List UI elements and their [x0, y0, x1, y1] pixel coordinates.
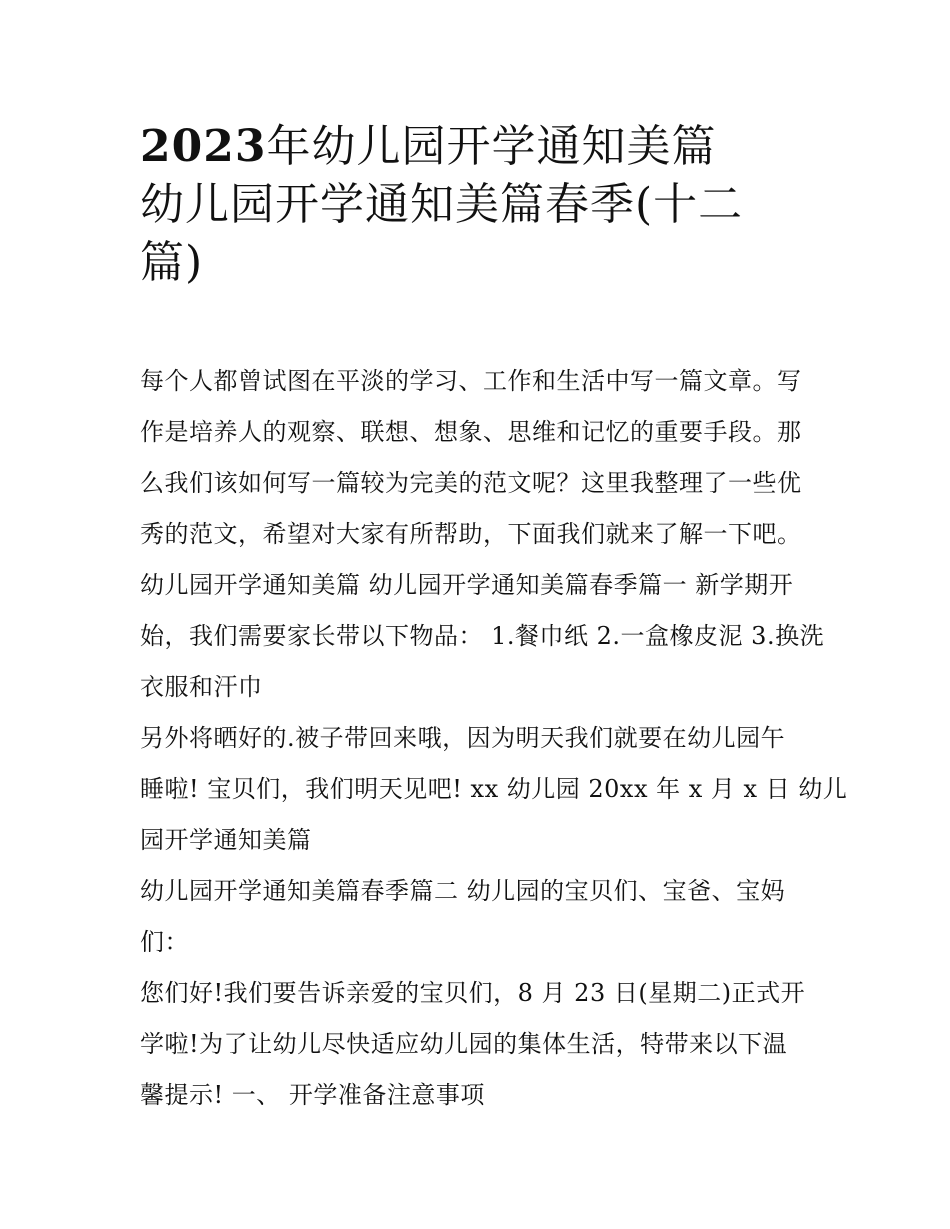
title-line-1-text: 年幼儿园开学通知美篇 [266, 121, 717, 172]
text-line: 衣服和汗巾 [140, 673, 263, 701]
paragraph-intro [140, 356, 820, 560]
text-line: 秀的范文，希望对大家有所帮助，下面我们就来了解一下吧。 [140, 520, 802, 548]
document-body [140, 356, 848, 1121]
document-title [140, 118, 830, 292]
title-year: 2023 [140, 121, 267, 172]
text-line: 么我们该如何写一篇较为完美的范文呢？这里我整理了一些优 [140, 469, 802, 497]
text-line: 馨提示! 一、 开学准备注意事项 [140, 1081, 485, 1109]
text-line: 睡啦! 宝贝们，我们明天见吧! xx 幼儿园 20xx 年 x 月 x 日 幼儿 [140, 775, 848, 803]
text-line: 您们好!我们要告诉亲爱的宝贝们，8 月 23 日(星期二)正式开 [140, 979, 806, 1007]
paragraph-article-one-cont [140, 713, 848, 866]
text-line: 幼儿园开学通知美篇春季篇二 幼儿园的宝贝们、宝爸、宝妈 [140, 877, 786, 905]
paragraph-article-two [140, 866, 820, 968]
title-line-2: 幼儿园开学通知美篇春季(十二 [140, 179, 744, 230]
text-line: 幼儿园开学通知美篇 幼儿园开学通知美篇春季篇一 新学期开 [140, 571, 794, 599]
title-line-3: 篇) [140, 237, 204, 288]
paragraph-article-two-cont [140, 968, 820, 1121]
text-line: 园开学通知美篇 [140, 826, 312, 854]
text-line: 另外将晒好的.被子带回来哦，因为明天我们就要在幼儿园午 [140, 724, 786, 752]
text-line: 始，我们需要家长带以下物品： 1.餐巾纸 2.一盒橡皮泥 3.换洗 [140, 622, 825, 650]
text-line: 学啦!为了让幼儿尽快适应幼儿园的集体生活，特带来以下温 [140, 1030, 788, 1058]
title-line-1 [140, 118, 830, 176]
text-line: 作是培养人的观察、联想、想象、思维和记忆的重要手段。那 [140, 418, 802, 446]
paragraph-article-one [140, 560, 825, 713]
text-line: 每个人都曾试图在平淡的学习、工作和生活中写一篇文章。写 [140, 367, 802, 395]
text-line: 们： [140, 928, 189, 956]
